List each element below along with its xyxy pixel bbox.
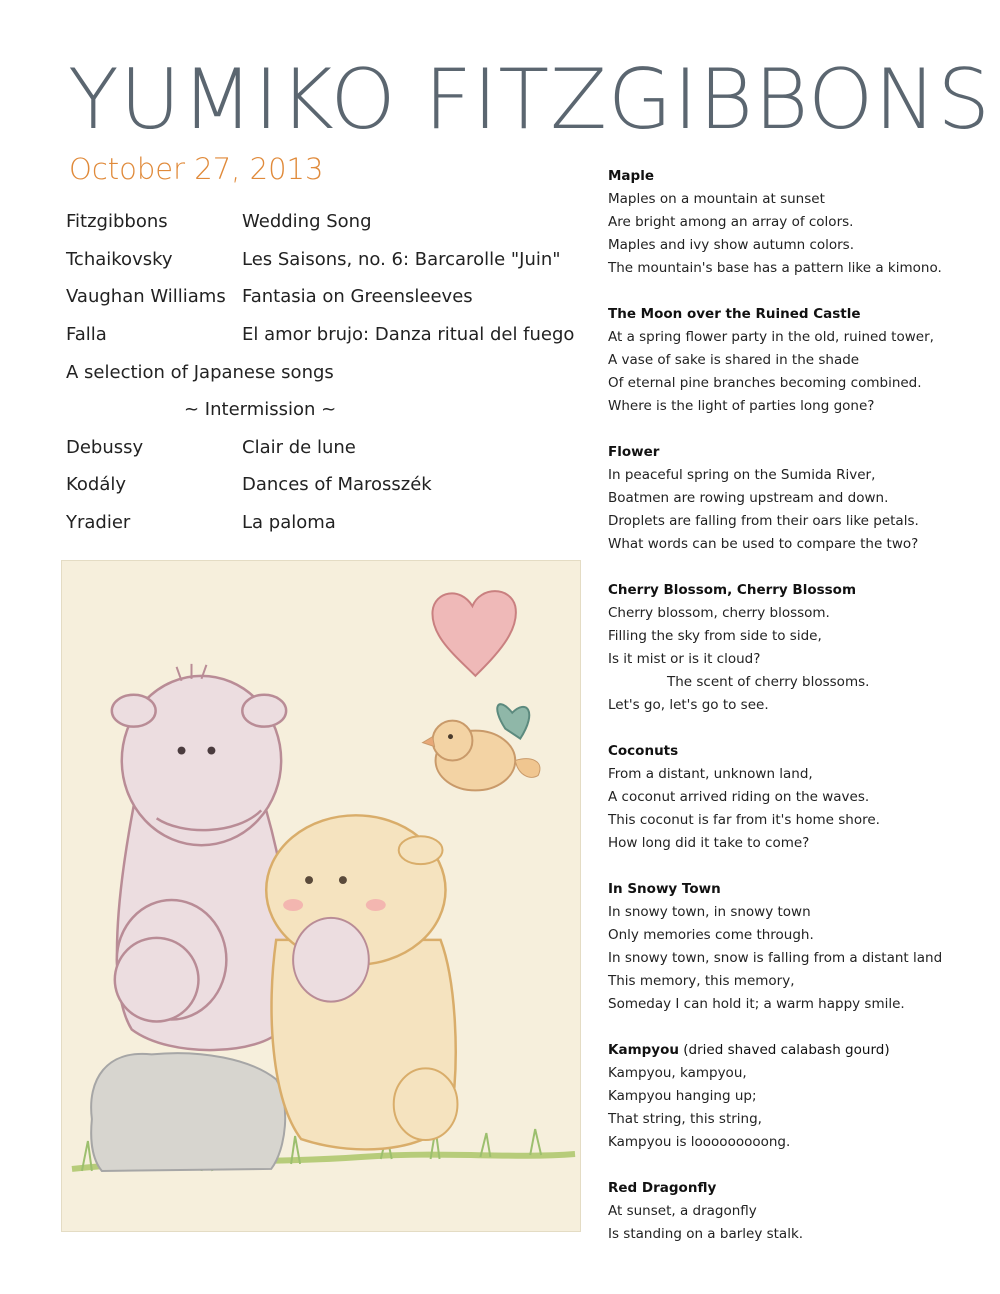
bird-icon xyxy=(423,704,540,790)
song-title: Red Dragonfly xyxy=(608,1180,717,1196)
program-piece: Clair de lune xyxy=(242,436,356,458)
lyric-line: Are bright among an array of colors. xyxy=(608,214,854,230)
lyric-line: The scent of cherry blossoms. xyxy=(667,674,870,690)
song-block xyxy=(608,303,988,418)
lyric-line: Only memories come through. xyxy=(608,927,814,943)
lyric-line: How long did it take to come? xyxy=(608,835,810,851)
program-row xyxy=(66,391,586,429)
song-title: Cherry Blossom, Cherry Blossom xyxy=(608,582,857,598)
program-composer: Debussy xyxy=(66,436,144,458)
program-composer: Vaughan Williams xyxy=(66,286,226,308)
lyric-line: Someday I can hold it; a warm happy smile. xyxy=(608,996,905,1012)
lyric-line: That string, this string, xyxy=(608,1111,762,1127)
program-composer: Falla xyxy=(66,324,107,346)
lyric-line: A coconut arrived riding on the waves. xyxy=(608,789,870,805)
song-block xyxy=(608,579,988,717)
rock-shape xyxy=(91,1053,285,1171)
lyric-line: What words can be used to compare the two? xyxy=(608,536,919,552)
song-block xyxy=(608,878,988,1016)
lyric-line: This coconut is far from it's home shore. xyxy=(608,812,880,828)
lyric-line: A vase of sake is shared in the shade xyxy=(608,352,860,368)
program-row xyxy=(66,466,586,504)
program-row xyxy=(66,316,586,354)
intermission-label: ~ Intermission ~ xyxy=(184,399,337,421)
song-block xyxy=(608,1177,988,1246)
program-row xyxy=(66,353,586,391)
hippo-illustration xyxy=(61,560,581,1232)
lyric-line: Filling the sky from side to side, xyxy=(608,628,822,644)
program-row xyxy=(66,241,586,279)
song-title-note: (dried shaved calabash gourd) xyxy=(679,1042,890,1058)
illustration-drawing xyxy=(62,561,580,1231)
lyric-line: Maples and ivy show autumn colors. xyxy=(608,237,855,253)
program-piece: Dances of Marosszék xyxy=(242,474,432,496)
song-block xyxy=(608,441,988,556)
lyric-line: Cherry blossom, cherry blossom. xyxy=(608,605,830,621)
lyric-line: Let's go, let's go to see. xyxy=(608,697,769,713)
lyric-line: From a distant, unknown land, xyxy=(608,766,813,782)
program-row xyxy=(66,504,586,542)
song-title-text: Kampyou xyxy=(608,1042,679,1058)
program-composer: Fitzgibbons xyxy=(66,211,168,233)
program-row xyxy=(66,429,586,467)
lyric-line: Of eternal pine branches becoming combined. xyxy=(608,375,922,391)
program-piece: El amor brujo: Danza ritual del fuego xyxy=(242,324,575,346)
program-list xyxy=(66,203,586,541)
program-composer: Yradier xyxy=(66,512,131,534)
song-title: Flower xyxy=(608,444,660,460)
lyric-line: In snowy town, snow is falling from a distant land xyxy=(608,950,943,966)
yellow-hippo-figure xyxy=(266,815,457,1149)
lyric-line: At a spring flower party in the old, ruined tower, xyxy=(608,329,934,345)
lyric-line: In snowy town, in snowy town xyxy=(608,904,811,920)
song-title: In Snowy Town xyxy=(608,881,721,897)
song-block xyxy=(608,165,988,280)
lyric-line: Boatmen are rowing upstream and down. xyxy=(608,490,889,506)
lyric-line: Droplets are falling from their oars like petals. xyxy=(608,513,919,529)
program-composer: Tchaikovsky xyxy=(66,248,173,270)
lyric-line: Kampyou is looooooooong. xyxy=(608,1134,791,1150)
lyric-line: In peaceful spring on the Sumida River, xyxy=(608,467,876,483)
song-title: Maple xyxy=(608,168,654,184)
lyric-line: Maples on a mountain at sunset xyxy=(608,191,825,207)
program-composer: Kodály xyxy=(66,474,127,496)
program-piece: Les Saisons, no. 6: Barcarolle "Juin" xyxy=(242,248,561,270)
song-block xyxy=(608,740,988,855)
program-row xyxy=(66,278,586,316)
concert-date: October 27, 2013 xyxy=(69,152,324,186)
song-title: The Moon over the Ruined Castle xyxy=(608,306,861,322)
song-title xyxy=(608,1039,988,1062)
heart-icon xyxy=(432,591,515,676)
page-title: YUMIKO FITZGIBBONS xyxy=(68,51,992,148)
pink-hippo-figure xyxy=(112,664,291,1050)
program-piece: Fantasia on Greensleeves xyxy=(242,286,473,308)
song-block xyxy=(608,1039,988,1154)
lyric-line: Is standing on a barley stalk. xyxy=(608,1226,804,1242)
program-note: A selection of Japanese songs xyxy=(66,361,334,383)
lyric-line: At sunset, a dragonfly xyxy=(608,1203,757,1219)
program-row xyxy=(66,203,586,241)
lyric-line: This memory, this memory, xyxy=(608,973,795,989)
song-title: Coconuts xyxy=(608,743,679,759)
lyric-line: Kampyou hanging up; xyxy=(608,1088,757,1104)
lyric-line: Is it mist or is it cloud? xyxy=(608,651,761,667)
lyric-line: The mountain's base has a pattern like a kimono. xyxy=(608,260,942,276)
lyric-line: Where is the light of parties long gone? xyxy=(608,398,875,414)
lyric-line: Kampyou, kampyou, xyxy=(608,1065,747,1081)
program-piece: La paloma xyxy=(242,512,336,534)
song-lyrics xyxy=(608,165,988,1269)
program-piece: Wedding Song xyxy=(242,211,372,233)
